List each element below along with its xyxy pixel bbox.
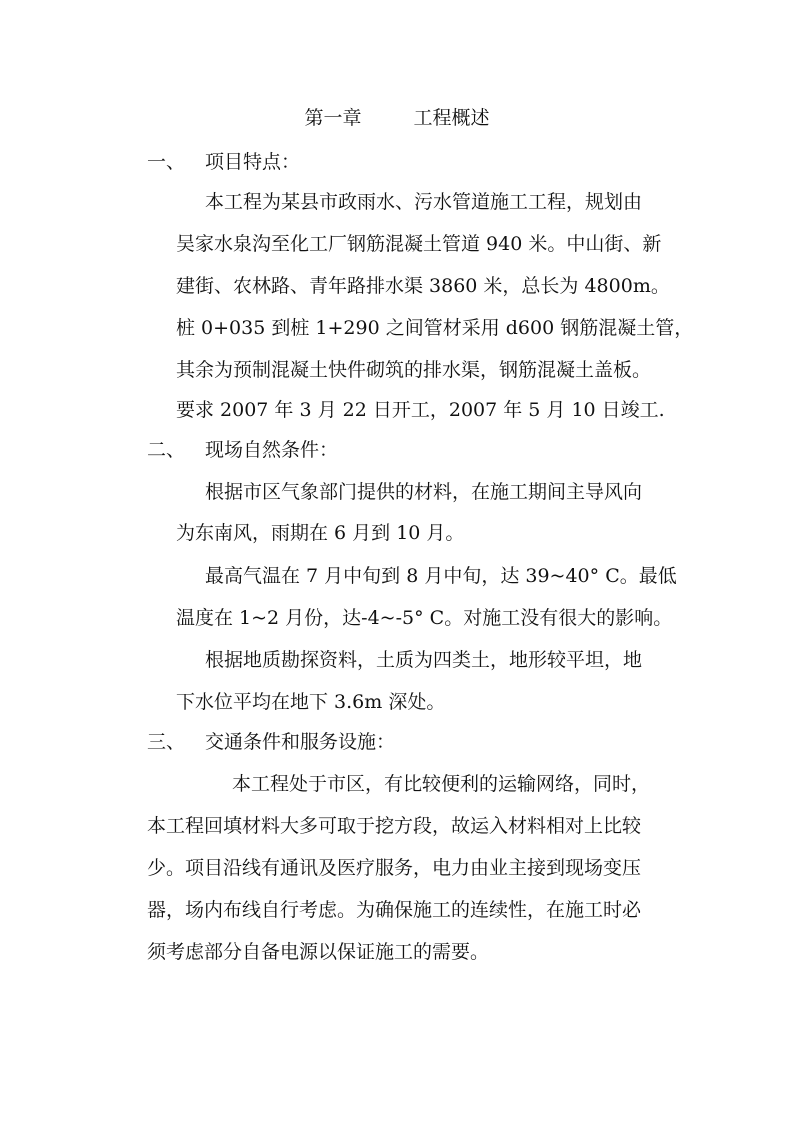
paragraph-line: 桩 0+035 到桩 1+290 之间管材采用 d600 钢筋混凝土管，	[176, 317, 694, 339]
paragraph-line: 下水位平均在地下 3.6m 深处。	[176, 691, 446, 713]
section-heading-2	[147, 436, 338, 464]
section-heading-text: 现场自然条件：	[205, 439, 339, 461]
paragraph-line: 器，场内布线自行考虑。为确保施工的连续性，在施工时必	[147, 899, 642, 921]
chapter-title	[0, 104, 794, 132]
paragraph-line: 为东南风，雨期在 6 月到 10 月。	[176, 522, 465, 544]
paragraph-line: 最高气温在 7 月中旬到 8 月中旬，达 39~40° C。最低	[205, 565, 677, 587]
section-heading-3	[147, 728, 395, 756]
paragraph-line: 其余为预制混凝土快件砌筑的排水渠，钢筋混凝土盖板。	[176, 359, 652, 381]
paragraph-line: 吴家水泉沟至化工厂钢筋混凝土管道 940 米。中山街、新	[176, 233, 662, 255]
section-number: 一、	[147, 151, 186, 173]
chapter-number: 第一章	[304, 107, 362, 129]
paragraph-line: 温度在 1~2 月份，达-4~-5° C。对施工没有很大的影响。	[176, 607, 673, 629]
paragraph-line: 本工程处于市区，有比较便利的运输网络，同时，	[232, 773, 651, 795]
section-heading-text: 项目特点：	[205, 151, 301, 173]
paragraph-line: 少。项目沿线有通讯及医疗服务，电力由业主接到现场变压	[147, 857, 642, 879]
chapter-name: 工程概述	[413, 107, 490, 129]
paragraph-line: 须考虑部分自备电源以保证施工的需要。	[147, 941, 490, 963]
paragraph-line: 根据地质勘探资料，土质为四类土，地形较平坦，地	[205, 649, 643, 671]
paragraph-line: 本工程回填材料大多可取于挖方段，故运入材料相对上比较	[147, 815, 642, 837]
section-heading-1	[147, 148, 300, 176]
paragraph-line: 建街、农林路、青年路排水渠 3860 米，总长为 4800m。	[176, 275, 670, 297]
paragraph-line: 根据市区气象部门提供的材料，在施工期间主导风向	[205, 481, 643, 503]
paragraph-line: 要求 2007 年 3 月 22 日开工，2007 年 5 月 10 日竣工.	[176, 399, 665, 421]
paragraph-line: 本工程为某县市政雨水、污水管道施工工程，规划由	[205, 191, 643, 213]
section-heading-text: 交通条件和服务设施：	[205, 731, 396, 753]
section-number: 三、	[147, 731, 186, 753]
section-number: 二、	[147, 439, 186, 461]
